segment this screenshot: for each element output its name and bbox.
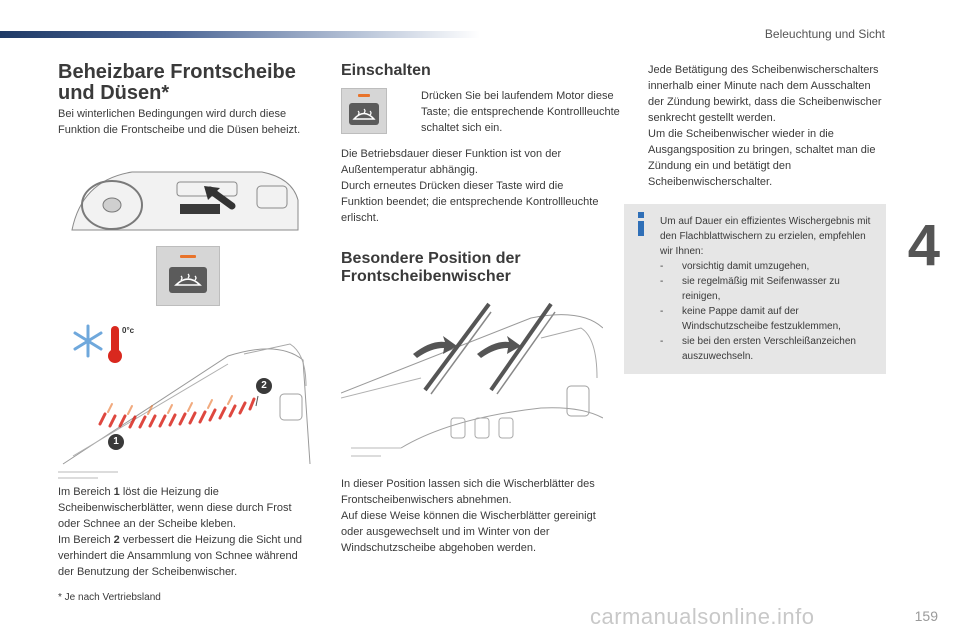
info-item: - sie regelmäßig mit Seifenwasser zu reinigen, [660,276,840,302]
wiper-position-text: In dieser Position lassen sich die Wischerblätter des Frontscheibenwischers abnehmen. [341,478,595,506]
zone1-description: Im Bereich 1 löst die Heizung die Scheibenwischerblätter, wenn diese durch Frost oder Schnee an der Scheibe kleben. [58,486,292,530]
callout-1: 1 [108,434,124,450]
column-wiper-instructions [624,62,886,374]
zone2-description: Im Bereich 2 verbessert die Heizung die Sicht und verhindert die Ansammlung von Schnee während der Benutzung der Scheibenwischer. [58,534,302,578]
footnote: * Je nach Vertriebsland [58,592,161,603]
heated-windscreen-button-illustration [156,246,220,306]
windscreen-heat-key [169,267,207,293]
duration-text: Die Betriebsdauer dieser Funktion ist von der Außentemperatur abhängig. [341,148,562,176]
column-switch-on [341,62,620,556]
heated-windscreen-title: Beheizbare Frontscheibe und Düsen* [58,61,296,104]
info-item: - vorsichtig damit umzugehen, [660,261,810,272]
windscreen-heat-zones-illustration [58,314,314,484]
thermometer-icon [108,326,122,363]
wiper-bullet-1: Jede Betätigung des Scheibenwischerschalters innerhalb einer Minute nach dem Ausschalten der Zündung bewirkt, dass die Scheibenwischer senkrecht gestellt werden. [648,64,882,124]
wiper-blade-right [491,304,555,394]
switch-off-text: Durch erneutes Drücken dieser Taste wird die Funktion beendet; die entsprechende Kontrollleuchte erlischt. [341,180,599,224]
einschalten-bullet: Drücken Sie bei laufendem Motor diese Taste; die entsprechende Kontrollleuchte schaltet sich ein. [421,90,620,134]
snowflake-icon [75,326,101,356]
temperature-label: 0°c [122,326,135,335]
wiper-position-illustration [341,298,603,468]
header-gradient-bar [0,31,480,38]
chapter-number: 4 [907,213,940,278]
info-item: - keine Pappe damit auf der Windschutzscheibe festzuklemmen, [660,306,841,332]
einschalten-button-illustration [341,88,387,134]
info-icon [634,212,648,236]
info-item: - sie bei den ersten Verschleißanzeichen auszuwechseln. [660,336,856,362]
heated-windscreen-intro: Bei winterlichen Bedingungen wird durch diese Funktion die Frontscheibe und die Düsen beheizt. [58,108,301,136]
info-intro: Um auf Dauer ein effizientes Wischergebnis mit den Flachblattwischern zu erzielen, empfehlen wir Ihnen: [660,216,871,257]
wiper-winter-text: Auf diese Weise können die Wischerblätter gereinigt oder ausgewechselt und im Winter von der Windschutzscheibe abgehoben werden. [341,510,596,554]
wiper-bullet-2: Um die Scheibenwischer wieder in die Ausgangsposition zu bringen, schaltet man die Zündung ein und betätigt den Scheibenwischerschalter. [648,128,876,188]
watermark: carmanualsonline.info [590,604,815,629]
column-heated-windscreen [58,62,314,605]
info-box [624,204,886,374]
einschalten-title: Einschalten [341,62,431,79]
windscreen-heat-key [349,103,379,125]
indicator-led [358,94,370,97]
dashboard-illustration [62,160,302,240]
section-title: Beleuchtung und Sicht [764,27,885,41]
einschalten-row [341,88,620,144]
indicator-led [180,255,196,258]
page-number: 159 [914,608,938,624]
special-wiper-position-title: Besondere Position der Frontscheibenwischer [341,250,521,285]
callout-2: 2 [256,378,272,394]
